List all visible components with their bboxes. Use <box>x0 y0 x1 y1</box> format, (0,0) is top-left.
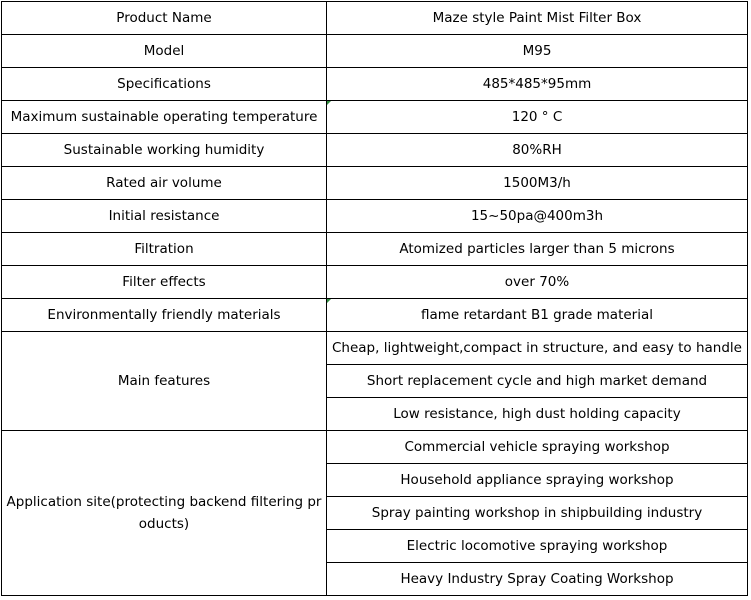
table-row-air-volume <box>2 167 748 200</box>
application-site-item: Household appliance spraying workshop <box>327 464 748 497</box>
application-site-item: Heavy Industry Spray Coating Workshop <box>327 563 748 596</box>
table-row-max-temperature <box>2 101 748 134</box>
table-row-filter-effects <box>2 266 748 299</box>
main-feature-item: Low resistance, high dust holding capacity <box>327 398 748 431</box>
table-row-humidity <box>2 134 748 167</box>
table-row-filtration <box>2 233 748 266</box>
table-row-specifications <box>2 68 748 101</box>
cell-marker <box>327 101 331 105</box>
application-site-item: Commercial vehicle spraying workshop <box>327 431 748 464</box>
row-value: over 70% <box>327 266 748 299</box>
row-value: 15~50pa@400m3h <box>327 200 748 233</box>
table-row-initial-resistance <box>2 200 748 233</box>
row-value: 1500M3/h <box>327 167 748 200</box>
row-value: Atomized particles larger than 5 microns <box>327 233 748 266</box>
main-feature-item: Cheap, lightweight,compact in structure, and easy to handle <box>327 332 748 365</box>
table-row-main-features <box>2 332 748 365</box>
table-row-application-site <box>2 431 748 464</box>
row-label: Sustainable working humidity <box>2 134 327 167</box>
table-row-materials <box>2 299 748 332</box>
cell-marker <box>327 299 331 303</box>
row-label: Initial resistance <box>2 200 327 233</box>
main-feature-item: Short replacement cycle and high market demand <box>327 365 748 398</box>
table-row-product-name <box>2 2 748 35</box>
row-label: Maximum sustainable operating temperature <box>2 101 327 134</box>
row-label: Model <box>2 35 327 68</box>
row-label: Filter effects <box>2 266 327 299</box>
row-value: flame retardant B1 grade material <box>327 299 748 332</box>
row-label: Rated air volume <box>2 167 327 200</box>
row-label: Specifications <box>2 68 327 101</box>
product-spec-table <box>1 1 748 596</box>
table-row-model <box>2 35 748 68</box>
row-value: M95 <box>327 35 748 68</box>
row-value: 485*485*95mm <box>327 68 748 101</box>
application-site-item: Spray painting workshop in shipbuilding industry <box>327 497 748 530</box>
row-value: 120 ° C <box>327 101 748 134</box>
application-site-label: Application site(protecting backend filtering products) <box>2 431 327 596</box>
row-value: 80%RH <box>327 134 748 167</box>
main-features-label: Main features <box>2 332 327 431</box>
row-label: Environmentally friendly materials <box>2 299 327 332</box>
row-value: Maze style Paint Mist Filter Box <box>327 2 748 35</box>
application-site-item: Electric locomotive spraying workshop <box>327 530 748 563</box>
row-label: Product Name <box>2 2 327 35</box>
row-label: Filtration <box>2 233 327 266</box>
